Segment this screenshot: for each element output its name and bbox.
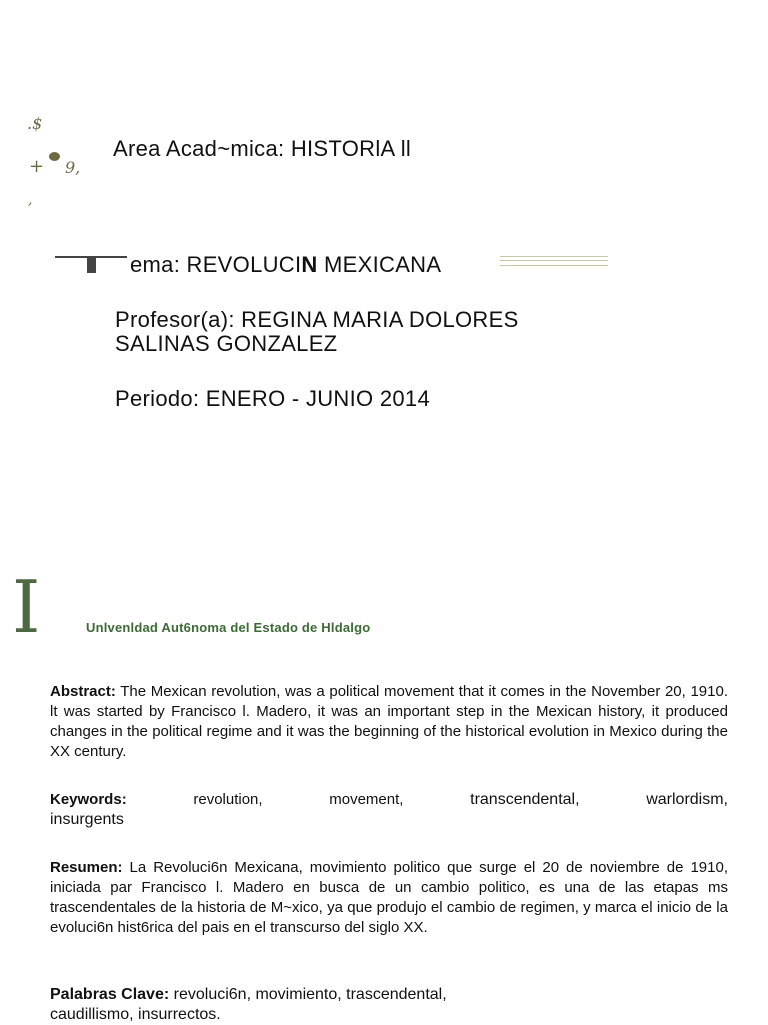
keywords-paragraph bbox=[50, 790, 728, 830]
university-initial: I bbox=[12, 565, 41, 649]
palabras-paragraph bbox=[50, 985, 728, 1025]
keywords-row bbox=[50, 790, 728, 810]
decor-glyph: , bbox=[28, 192, 33, 208]
tema-suffix: MEXICANA bbox=[317, 252, 442, 277]
resumen-label: Resumen: bbox=[50, 859, 123, 876]
university-name: Unlvenldad Aut6noma del Estado de Hldalgo bbox=[86, 620, 371, 635]
keywords-label: Keywords: bbox=[50, 791, 127, 808]
decor-glyph: .$ bbox=[27, 114, 43, 133]
resumen-text: La Revoluci6n Mexicana, movimiento politico que surge el 20 de noviembre de 1910, iniciada par Francisco l. Madero en busca de un cambio politico, es una de las etapas ms trascendentales de la historia de M~xico, ya que produjo el cambio de regimen, y marca el inicio de la evoluci6n hist6rica del pais en el transcurso del siglo XX. bbox=[50, 859, 728, 936]
palabras-line2: caudillismo, insurrectos. bbox=[50, 1006, 221, 1023]
abstract-paragraph bbox=[50, 682, 728, 762]
decor-glyph: + bbox=[29, 156, 45, 177]
palabras-label: Palabras Clave: bbox=[50, 986, 170, 1003]
tema-prefix: ema: REVOLUCI bbox=[130, 252, 302, 277]
palabras-line1 bbox=[50, 985, 728, 1005]
tema-title bbox=[130, 252, 441, 278]
profesor-line2: SALINAS GONZALEZ bbox=[115, 331, 338, 356]
tema-decor-block bbox=[87, 257, 96, 273]
decor-glyph: 9, bbox=[65, 158, 81, 177]
palabras-text: revoluci6n, movimiento, trascendental, bbox=[169, 986, 447, 1003]
tema-decor-lines bbox=[500, 256, 608, 266]
keyword-item: revolution, bbox=[193, 791, 263, 808]
keyword-item: movement, bbox=[329, 791, 404, 808]
tema-n: N bbox=[301, 252, 318, 277]
keyword-item: transcendental, bbox=[470, 791, 580, 808]
decor-dot bbox=[49, 152, 60, 161]
profesor-line1: Profesor(a): REGINA MARIA DOLORES bbox=[115, 307, 519, 332]
area-academica: Area Acad~mica: HISTORlA ll bbox=[113, 136, 412, 161]
abstract-label: Abstract: bbox=[50, 683, 116, 700]
keyword-item: warlordism, bbox=[646, 791, 728, 808]
periodo: Periodo: ENERO - JUNIO 2014 bbox=[115, 386, 430, 411]
profesor bbox=[115, 308, 519, 356]
abstract-text: The Mexican revolution, was a political movement that it comes in the November 20, 1910. lt was started by Francisco l. Madero, it was an important step in the Mexican history, it produced changes in the political regime and it was the beginning of the historical evolution in Mexico during the XX century. bbox=[50, 683, 728, 760]
keyword-item-last: insurgents bbox=[50, 811, 124, 828]
resumen-paragraph bbox=[50, 858, 728, 938]
